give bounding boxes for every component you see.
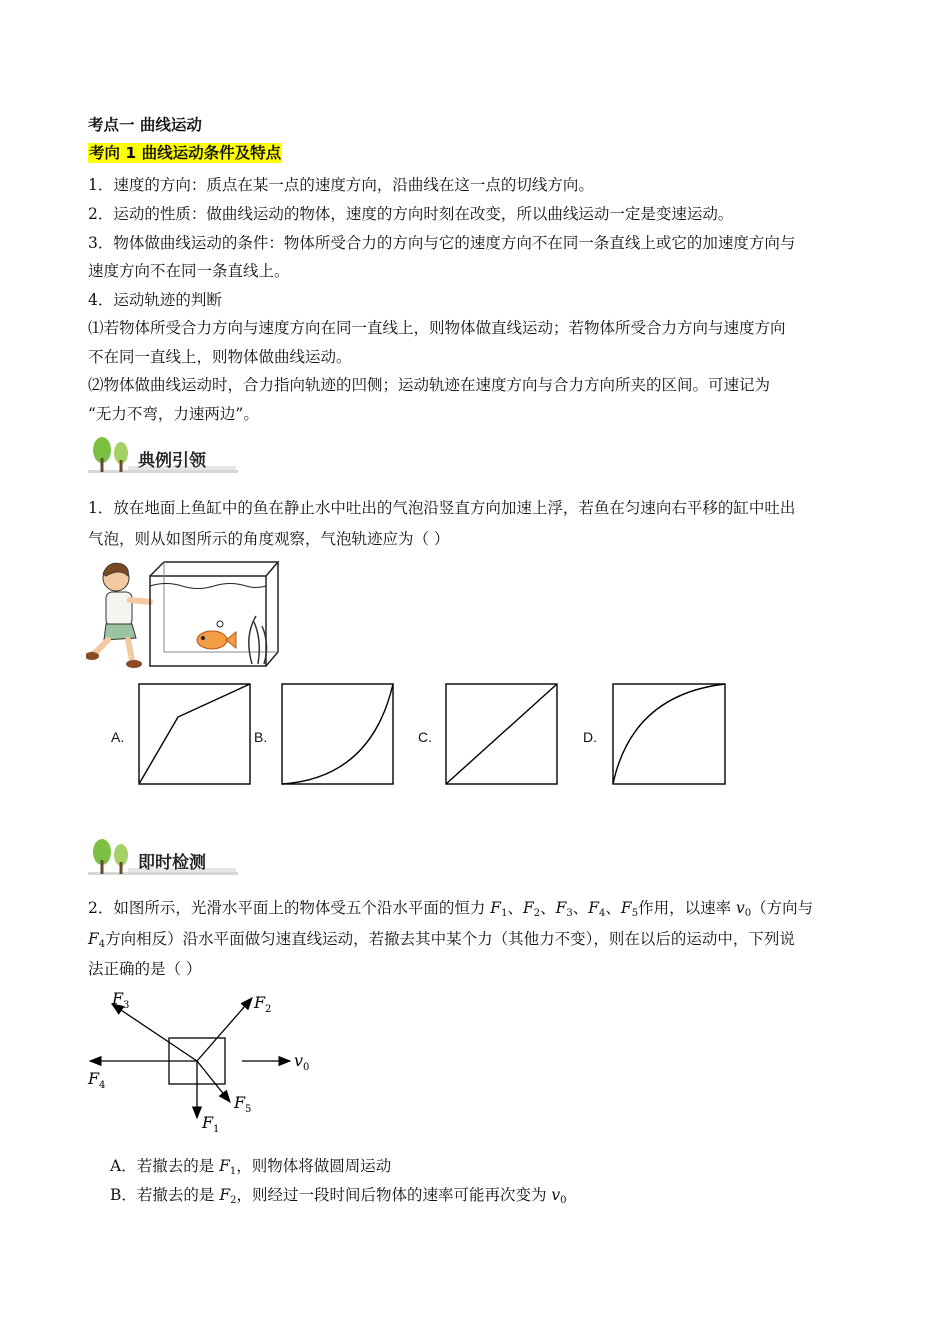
svg-text:4: 4 [99, 1080, 106, 1091]
banner-examples [88, 436, 238, 476]
point-3: 3．物体做曲线运动的条件：物体所受合力的方向与它的速度方向不在同一条直线上或它的加速度方向与 [88, 234, 796, 252]
svg-text:2: 2 [265, 1004, 272, 1015]
point-4-2: ⑵物体做曲线运动时，合力指向轨迹的凹侧；运动轨迹在速度方向与合力方向所夹的区间。可速记为 [88, 376, 771, 394]
q2-line-1: 2．如图所示，光滑水平面上的物体受五个沿水平面的恒力 $F_1$、$F_2$、$F_3$、$F_4$、$F_5$作用，以速率 $v_0$（方向与 [88, 899, 814, 919]
q1-option-d-label: D. [583, 729, 597, 745]
point-4-1-cont: 不在同一直线上，则物体做曲线运动。 [88, 348, 352, 366]
q1-option-d-graph[interactable] [612, 683, 726, 785]
point-2: 2．运动的性质：做曲线运动的物体，速度的方向时刻在改变，所以曲线运动一定是变速运动。 [88, 205, 734, 223]
fish-tank-illustration [86, 556, 286, 674]
q1-option-b-label: B. [254, 729, 268, 745]
q1-option-a-graph[interactable] [138, 683, 251, 785]
point-4-2-cont: “无力不弯，力速两边”。 [88, 405, 259, 423]
label-f2: F [254, 993, 266, 1012]
q1-option-a-label: A. [111, 729, 125, 745]
point-3-cont: 速度方向不在同一条直线上。 [88, 262, 290, 280]
force-diagram [84, 984, 324, 1134]
q2-option-b[interactable]: B．若撤去的是 $F_2$，则经过一段时间后物体的速率可能再次变为 $v_0$ [110, 1186, 567, 1206]
q1-line-1: 1．放在地面上鱼缸中的鱼在静止水中吐出的气泡沿竖直方向加速上浮，若鱼在匀速向右平移的缸中吐出 [88, 499, 796, 517]
label-v0: v [294, 1051, 304, 1070]
svg-text:1: 1 [213, 1124, 220, 1134]
q2-option-a[interactable]: A．若撤去的是 $F_1$，则物体将做圆周运动 [110, 1157, 392, 1177]
q1-line-2: 气泡，则从如图所示的角度观察，气泡轨迹应为（ ） [88, 530, 450, 548]
point-4-1: ⑴若物体所受合力方向与速度方向在同一直线上，则物体做直线运动；若物体所受合力方向与速度方向 [88, 319, 786, 337]
q1-option-c-graph[interactable] [445, 683, 558, 785]
svg-text:0: 0 [303, 1062, 310, 1073]
point-1: 1．速度的方向：质点在某一点的速度方向，沿曲线在这一点的切线方向。 [88, 176, 594, 194]
subtitle-highlight: 考向 1 曲线运动条件及特点 [89, 144, 282, 162]
banner-quick-check-label: 即时检测 [138, 853, 206, 873]
label-f4: F [88, 1069, 100, 1088]
label-f1: F [202, 1113, 214, 1132]
label-f3: F [112, 989, 124, 1008]
q1-option-b-graph[interactable] [281, 683, 394, 785]
q2-line-3: 法正确的是（ ） [88, 960, 202, 978]
section-title: 考点一 曲线运动 [88, 116, 202, 134]
force-f3-arrow [112, 1004, 197, 1061]
banner-quick-check [88, 838, 238, 878]
point-4: 4．运动轨迹的判断 [88, 291, 222, 309]
q2-line-2: $F_4$方向相反）沿水平面做匀速直线运动，若撤去其中某个力（其他力不变），则在以后的运动中，下列说 [88, 930, 795, 950]
q1-option-c-label: C. [418, 729, 432, 745]
svg-text:5: 5 [245, 1104, 252, 1115]
banner-examples-label: 典例引领 [138, 451, 206, 471]
svg-text:3: 3 [123, 1000, 130, 1011]
label-f5: F [234, 1093, 246, 1112]
